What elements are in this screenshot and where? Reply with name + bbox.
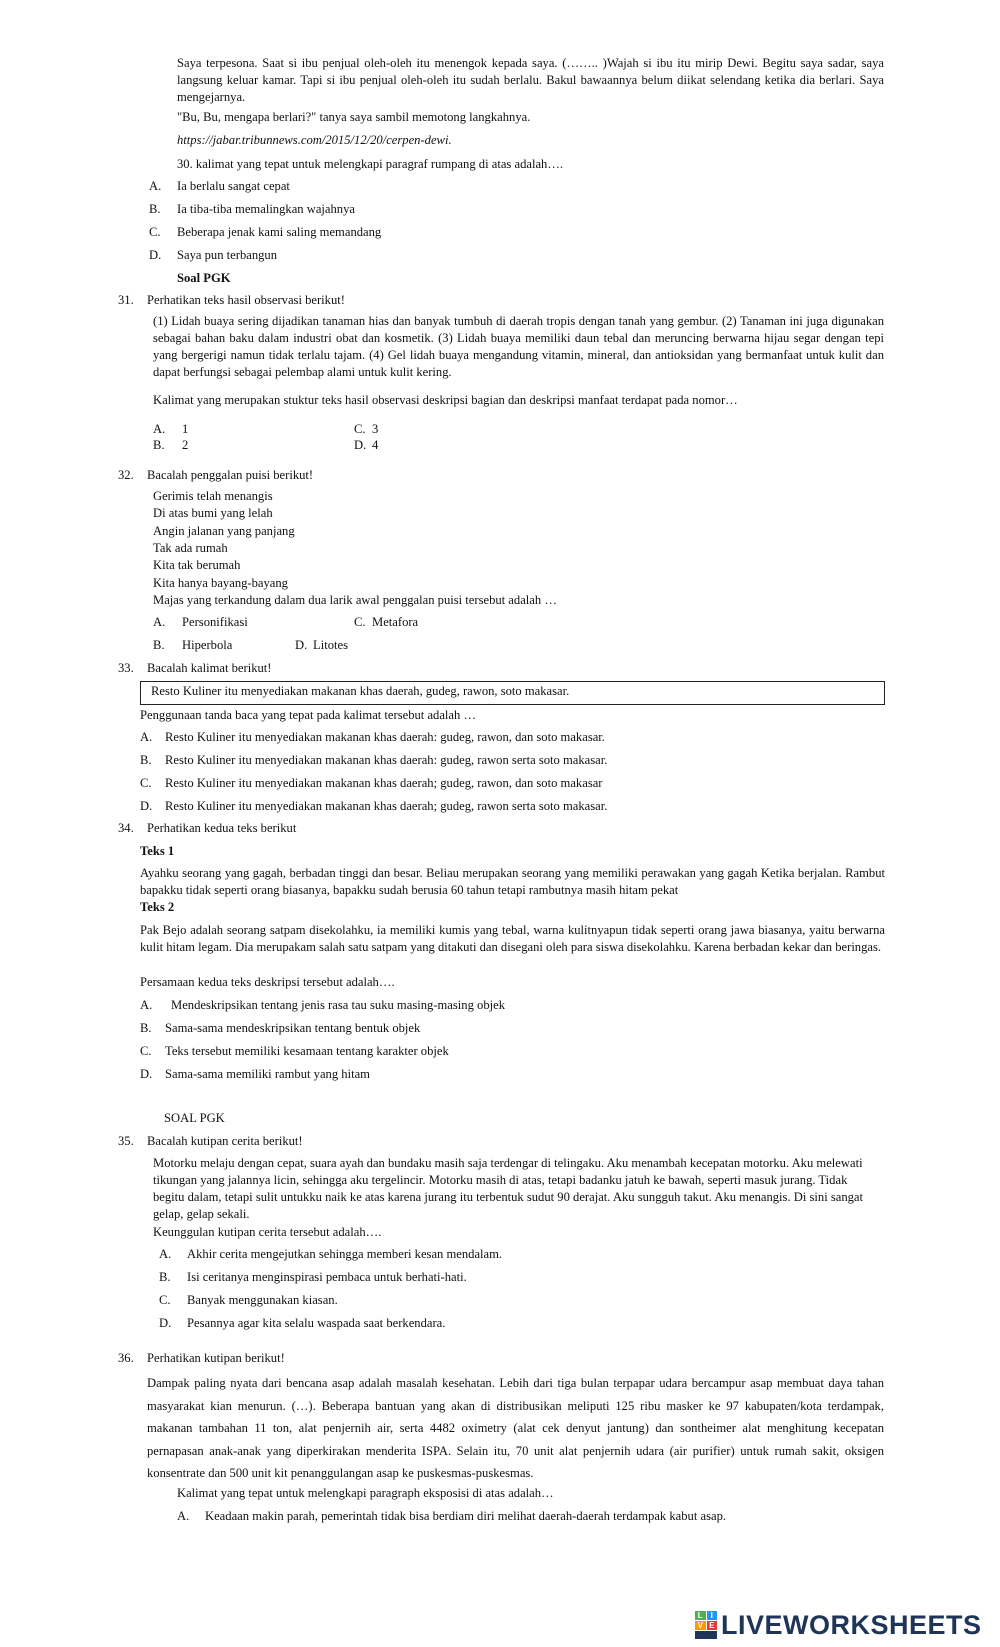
q31-option-a[interactable] <box>153 421 189 438</box>
q32-option-c[interactable] <box>354 614 419 631</box>
q34-question: Persamaan kedua teks deskripsi tersebut adalah…. <box>140 975 395 989</box>
option-letter: C. <box>159 1293 171 1307</box>
option-letter: A. <box>153 422 166 436</box>
option-text: Ia tiba-tiba memalingkan wajahnya <box>177 202 355 216</box>
option-text: Resto Kuliner itu menyediakan makanan khas daerah; gudeg, rawon, dan soto makasar <box>165 776 603 790</box>
q30-option-a[interactable] <box>149 178 290 195</box>
q32-option-a[interactable] <box>153 614 248 631</box>
q34-option-a[interactable] <box>140 997 506 1014</box>
option-text: 4 <box>372 438 379 452</box>
option-letter: D. <box>149 248 162 262</box>
q35-question: Keunggulan kutipan cerita tersebut adalah…. <box>153 1225 382 1239</box>
poem-line: Tak ada rumah <box>153 541 228 555</box>
q31-option-c[interactable] <box>354 421 379 438</box>
option-letter: A. <box>149 179 162 193</box>
option-text: 1 <box>182 422 189 436</box>
option-letter: B. <box>140 1021 152 1035</box>
section-heading: Soal PGK <box>177 271 231 285</box>
option-text: Teks tersebut memiliki kesamaan tentang karakter objek <box>165 1044 449 1058</box>
logo-icon-letter: L <box>695 1611 706 1620</box>
option-letter: A. <box>153 615 166 629</box>
q33-sentence: Resto Kuliner itu menyediakan makanan khas daerah, gudeg, rawon, soto makasar. <box>151 684 570 698</box>
q35-option-a[interactable] <box>159 1246 503 1263</box>
q31-intro: Perhatikan teks hasil observasi berikut! <box>147 293 345 307</box>
logo-icon-letter: I <box>707 1611 718 1620</box>
q30-option-c[interactable] <box>149 224 382 241</box>
q34-number: 34. <box>118 821 134 835</box>
q31-question: Kalimat yang merupakan stuktur teks hasil observasi deskripsi bagian dan deskripsi manfaat terdapat pada nomor… <box>153 393 738 407</box>
q33-intro: Bacalah kalimat berikut! <box>147 661 272 675</box>
q33-option-c[interactable] <box>140 775 603 792</box>
option-text: Resto Kuliner itu menyediakan makanan khas daerah: gudeg, rawon, dan soto makasar. <box>165 730 605 744</box>
q35-text: Motorku melaju dengan cepat, suara ayah dan bundaku masih saja terdengar di telingaku. Aku menambah kecepatan motorku. Aku melewati tikungan yang jalannya licin, sehingga aku tergelincir. Motorku masih di atas, tetapi badanku jatuh ke bawah, seperti masuk jurang. Tidak begitu dalam, tetapi sulit untukku naik ke atas karena jurang itu terbentuk sudut 90 derajat. Aku sungguh takut. Aku menangis. Di sini sangat gelap, gelap sekali. <box>153 1156 864 1221</box>
story-dialog: "Bu, Bu, mengapa berlari?" tanya saya sambil memotong langkahnya. <box>177 110 531 124</box>
option-text: Sama-sama memiliki rambut yang hitam <box>165 1067 370 1081</box>
option-letter: D. <box>140 1067 153 1081</box>
q36-text: Dampak paling nyata dari bencana asap adalah masalah kesehatan. Lebih dari tiga bulan terpapar udara bercampur asap membuat daya tahan masyarakat kian menurun. (…). Beberapa bantuan yang akan di distribusikan meliputi 125 ribu masker ke 97 kabupaten/kota terdampak, makanan tambahan 11 ton, alat penjernih air, serta 4482 oximetry (alat cek denyut jantung) dan sontheimer alat menghitung kecepatan pernapasan anak-anak yang diperkirakan menderita ISPA. Selain itu, 70 unit alat penjernih udara (air purifier) untuk rumah sakit, oksigen konsentrate dan 500 unit kit penanggulangan asap ke puskesmas-puskesmas. <box>147 1376 884 1480</box>
q33-option-d[interactable] <box>140 798 608 815</box>
poem-line: Kita hanya bayang-bayang <box>153 576 288 590</box>
q34-option-c[interactable] <box>140 1043 449 1060</box>
q33-option-b[interactable] <box>140 752 608 769</box>
q36-intro: Perhatikan kutipan berikut! <box>147 1351 285 1365</box>
q31-text: (1) Lidah buaya sering dijadikan tanaman hias dan banyak tumbuh di daerah tropis dengan tanah yang gembur. (2) Tanaman ini juga digunakan sebagai bahan baku dalam industri obat dan kosmetik. (3) Lidah buaya memiliki daun tebal dan meruncing berwarna hijau segar dengan tepi yang bergerigi namun tidak terlalu tajam. (4) Gel lidah buaya mengandung vitamin, mineral, dan antioksidan yang bermanfaat untuk kulit dan dapat berfungsi sebagai pelembap alami untuk kulit kering. <box>153 314 884 379</box>
liveworksheets-logo <box>695 1607 990 1643</box>
q30-option-b[interactable] <box>149 201 355 218</box>
option-letter: B. <box>159 1270 171 1284</box>
logo-icon-letter: E <box>707 1621 718 1630</box>
q34-option-d[interactable] <box>140 1066 370 1083</box>
q30-question: 30. kalimat yang tepat untuk melengkapi paragraf rumpang di atas adalah…. <box>177 157 564 171</box>
option-text: Metafora <box>372 615 419 629</box>
option-letter: C. <box>354 615 366 629</box>
q33-option-a[interactable] <box>140 729 605 746</box>
liveworksheets-icon <box>695 1611 717 1639</box>
option-letter: B. <box>153 438 165 452</box>
q34-option-b[interactable] <box>140 1020 421 1037</box>
option-text: Saya pun terbangun <box>177 248 278 262</box>
option-letter: A. <box>140 998 153 1012</box>
logo-icon-letter: V <box>695 1621 706 1630</box>
teks2-title: Teks 2 <box>140 900 175 914</box>
q32-intro: Bacalah penggalan puisi berikut! <box>147 468 314 482</box>
option-text: Resto Kuliner itu menyediakan makanan khas daerah: gudeg, rawon serta soto makasar. <box>165 753 608 767</box>
option-letter: B. <box>153 638 165 652</box>
option-text: Sama-sama mendeskripsikan tentang bentuk objek <box>165 1021 421 1035</box>
option-letter: A. <box>159 1247 172 1261</box>
option-letter: D. <box>159 1316 172 1330</box>
q35-option-d[interactable] <box>159 1315 446 1332</box>
option-letter: D. <box>295 638 308 652</box>
option-text: Banyak menggunakan kiasan. <box>187 1293 338 1307</box>
option-letter: C. <box>140 1044 152 1058</box>
q32-option-b[interactable] <box>153 637 233 654</box>
option-text: Akhir cerita mengejutkan sehingga memberi kesan mendalam. <box>187 1247 503 1261</box>
q36-number: 36. <box>118 1351 134 1365</box>
option-text: Hiperbola <box>182 638 233 652</box>
option-letter: C. <box>149 225 161 239</box>
q30-option-d[interactable] <box>149 247 278 264</box>
q36-question: Kalimat yang tepat untuk melengkapi paragraph eksposisi di atas adalah… <box>177 1486 554 1500</box>
section-heading: SOAL PGK <box>164 1111 225 1125</box>
teks2-body: Pak Bejo adalah seorang satpam disekolahku, ia memiliki kumis yang tebal, warna kulitnyapun tidak seperti orang jawa biasanya, yaitu berwarna kulit hitam legam. Dia merupakam salah satu satpam yang ditakuti dan disegani oleh para siswa disekolahku. Karena berbadan kekar dan beringas. <box>140 923 885 954</box>
poem-line: Angin jalanan yang panjang <box>153 524 295 538</box>
teks1-body: Ayahku seorang yang gagah, berbadan tinggi dan besar. Beliau merupakan seorang yang memiliki perawakan yang gagah Ketika berjalan. Rambut bapakku tidak seperti orang biasanya, bapakku sudah berusia 60 tahun tetapi rambutnya masih hitam pekat <box>140 866 885 897</box>
option-letter: C. <box>354 422 366 436</box>
q35-option-b[interactable] <box>159 1269 467 1286</box>
poem-line: Kita tak berumah <box>153 558 241 572</box>
q35-option-c[interactable] <box>159 1292 338 1309</box>
option-text: Isi ceritanya menginspirasi pembaca untuk berhati-hati. <box>187 1270 467 1284</box>
q31-number: 31. <box>118 293 134 307</box>
q32-option-d[interactable] <box>295 637 348 654</box>
option-text: Mendeskripsikan tentang jenis rasa tau suku masing-masing objek <box>171 998 506 1012</box>
q31-option-d[interactable] <box>354 437 379 454</box>
option-text: Personifikasi <box>182 615 248 629</box>
q33-question: Penggunaan tanda baca yang tepat pada kalimat tersebut adalah … <box>140 708 477 722</box>
option-text: Beberapa jenak kami saling memandang <box>177 225 382 239</box>
teks1-title: Teks 1 <box>140 844 175 858</box>
option-letter: B. <box>140 753 152 767</box>
option-letter: D. <box>354 438 367 452</box>
option-letter: A. <box>177 1509 190 1523</box>
q33-sentence-box <box>140 681 885 705</box>
poem-line: Di atas bumi yang lelah <box>153 506 273 520</box>
q36-option-a[interactable] <box>177 1508 727 1525</box>
logo-icon-bar <box>695 1631 717 1639</box>
story-source: https://jabar.tribunnews.com/2015/12/20/cerpen-dewi. <box>177 133 452 147</box>
q35-intro: Bacalah kutipan cerita berikut! <box>147 1134 303 1148</box>
q32-question: Majas yang terkandung dalam dua larik awal penggalan puisi tersebut adalah … <box>153 593 557 607</box>
poem-line: Gerimis telah menangis <box>153 489 273 503</box>
option-text: 2 <box>182 438 189 452</box>
option-text: Litotes <box>313 638 348 652</box>
story-paragraph: Saya terpesona. Saat si ibu penjual oleh-oleh itu menengok kepada saya. (…….. )Wajah si ibu itu mirip Dewi. Begitu saya sadar, saya langsung keluar kamar. Tapi si ibu penjual oleh-oleh itu sudah berlalu. Bakul bawaannya belum diikat selendang ketika dia berlari. Saya mengejarnya. <box>177 56 884 104</box>
option-letter: C. <box>140 776 152 790</box>
option-text: Pesannya agar kita selalu waspada saat berkendara. <box>187 1316 446 1330</box>
q33-number: 33. <box>118 661 134 675</box>
option-letter: A. <box>140 730 153 744</box>
logo-text: LIVEWORKSHEETS <box>721 1609 982 1640</box>
q31-option-b[interactable] <box>153 437 189 454</box>
option-letter: D. <box>140 799 153 813</box>
option-text: Resto Kuliner itu menyediakan makanan khas daerah; gudeg, rawon serta soto makasar. <box>165 799 608 813</box>
q35-number: 35. <box>118 1134 134 1148</box>
q34-intro: Perhatikan kedua teks berikut <box>147 821 297 835</box>
option-text: Keadaan makin parah, pemerintah tidak bisa berdiam diri melihat daerah-daerah terdampak kabut asap. <box>205 1509 727 1523</box>
q32-number: 32. <box>118 468 134 482</box>
option-text: 3 <box>372 422 379 436</box>
option-letter: B. <box>149 202 161 216</box>
option-text: Ia berlalu sangat cepat <box>177 179 290 193</box>
